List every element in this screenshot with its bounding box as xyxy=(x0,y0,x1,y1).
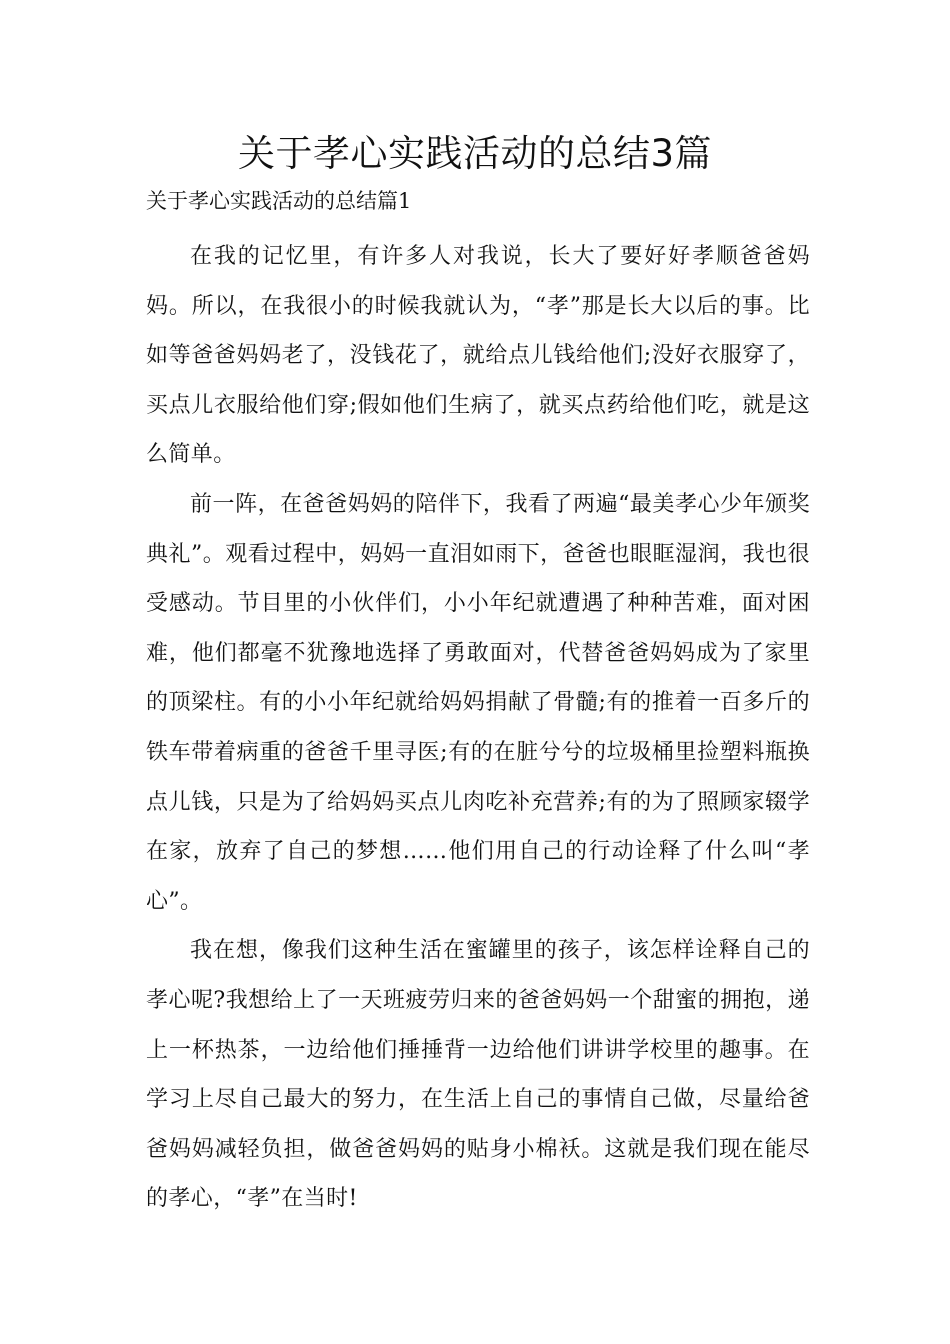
paragraph-3: 我在想，像我们这种生活在蜜罐里的孩子，该怎样诠释自己的孝心呢?我想给上了一天班疲劳归来的爸爸妈妈一个甜蜜的拥抱，递上一杯热茶，一边给他们捶捶背一边给他们讲讲学校里的趣事。在学习上尽自己最大的努力，在生活上自己的事情自己做，尽量给爸爸妈妈减轻负担，做爸爸妈妈的贴身小棉袄。这就是我们现在能尽的孝心，“孝”在当时! xyxy=(146,938,810,1212)
document-body xyxy=(146,232,810,1224)
section-heading: 关于孝心实践活动的总结篇1 xyxy=(146,189,412,213)
document-title: 关于孝心实践活动的总结3篇 xyxy=(237,132,713,175)
paragraph-1: 在我的记忆里，有许多人对我说，长大了要好好孝顺爸爸妈妈。所以，在我很小的时候我就认为，“孝”那是长大以后的事。比如等爸爸妈妈老了，没钱花了，就给点儿钱给他们;没好衣服穿了，买点儿衣服给他们穿;假如他们生病了，就买点药给他们吃，就是这么简单。 xyxy=(146,244,810,468)
paragraph-2: 前一阵，在爸爸妈妈的陪伴下，我看了两遍“最美孝心少年颁奖典礼”。观看过程中，妈妈一直泪如雨下，爸爸也眼眶湿润，我也很受感动。节目里的小伙伴们，小小年纪就遭遇了种种苦难，面对困难，他们都毫不犹豫地选择了勇敢面对，代替爸爸妈妈成为了家里的顶梁柱。有的小小年纪就给妈妈捐献了骨髓;有的推着一百多斤的铁车带着病重的爸爸千里寻医;有的在脏兮兮的垃圾桶里捡塑料瓶换点儿钱，只是为了给妈妈买点儿肉吃补充营养;有的为了照顾家辍学在家，放弃了自己的梦想……他们用自己的行动诠释了什么叫“孝心”。 xyxy=(146,491,810,914)
